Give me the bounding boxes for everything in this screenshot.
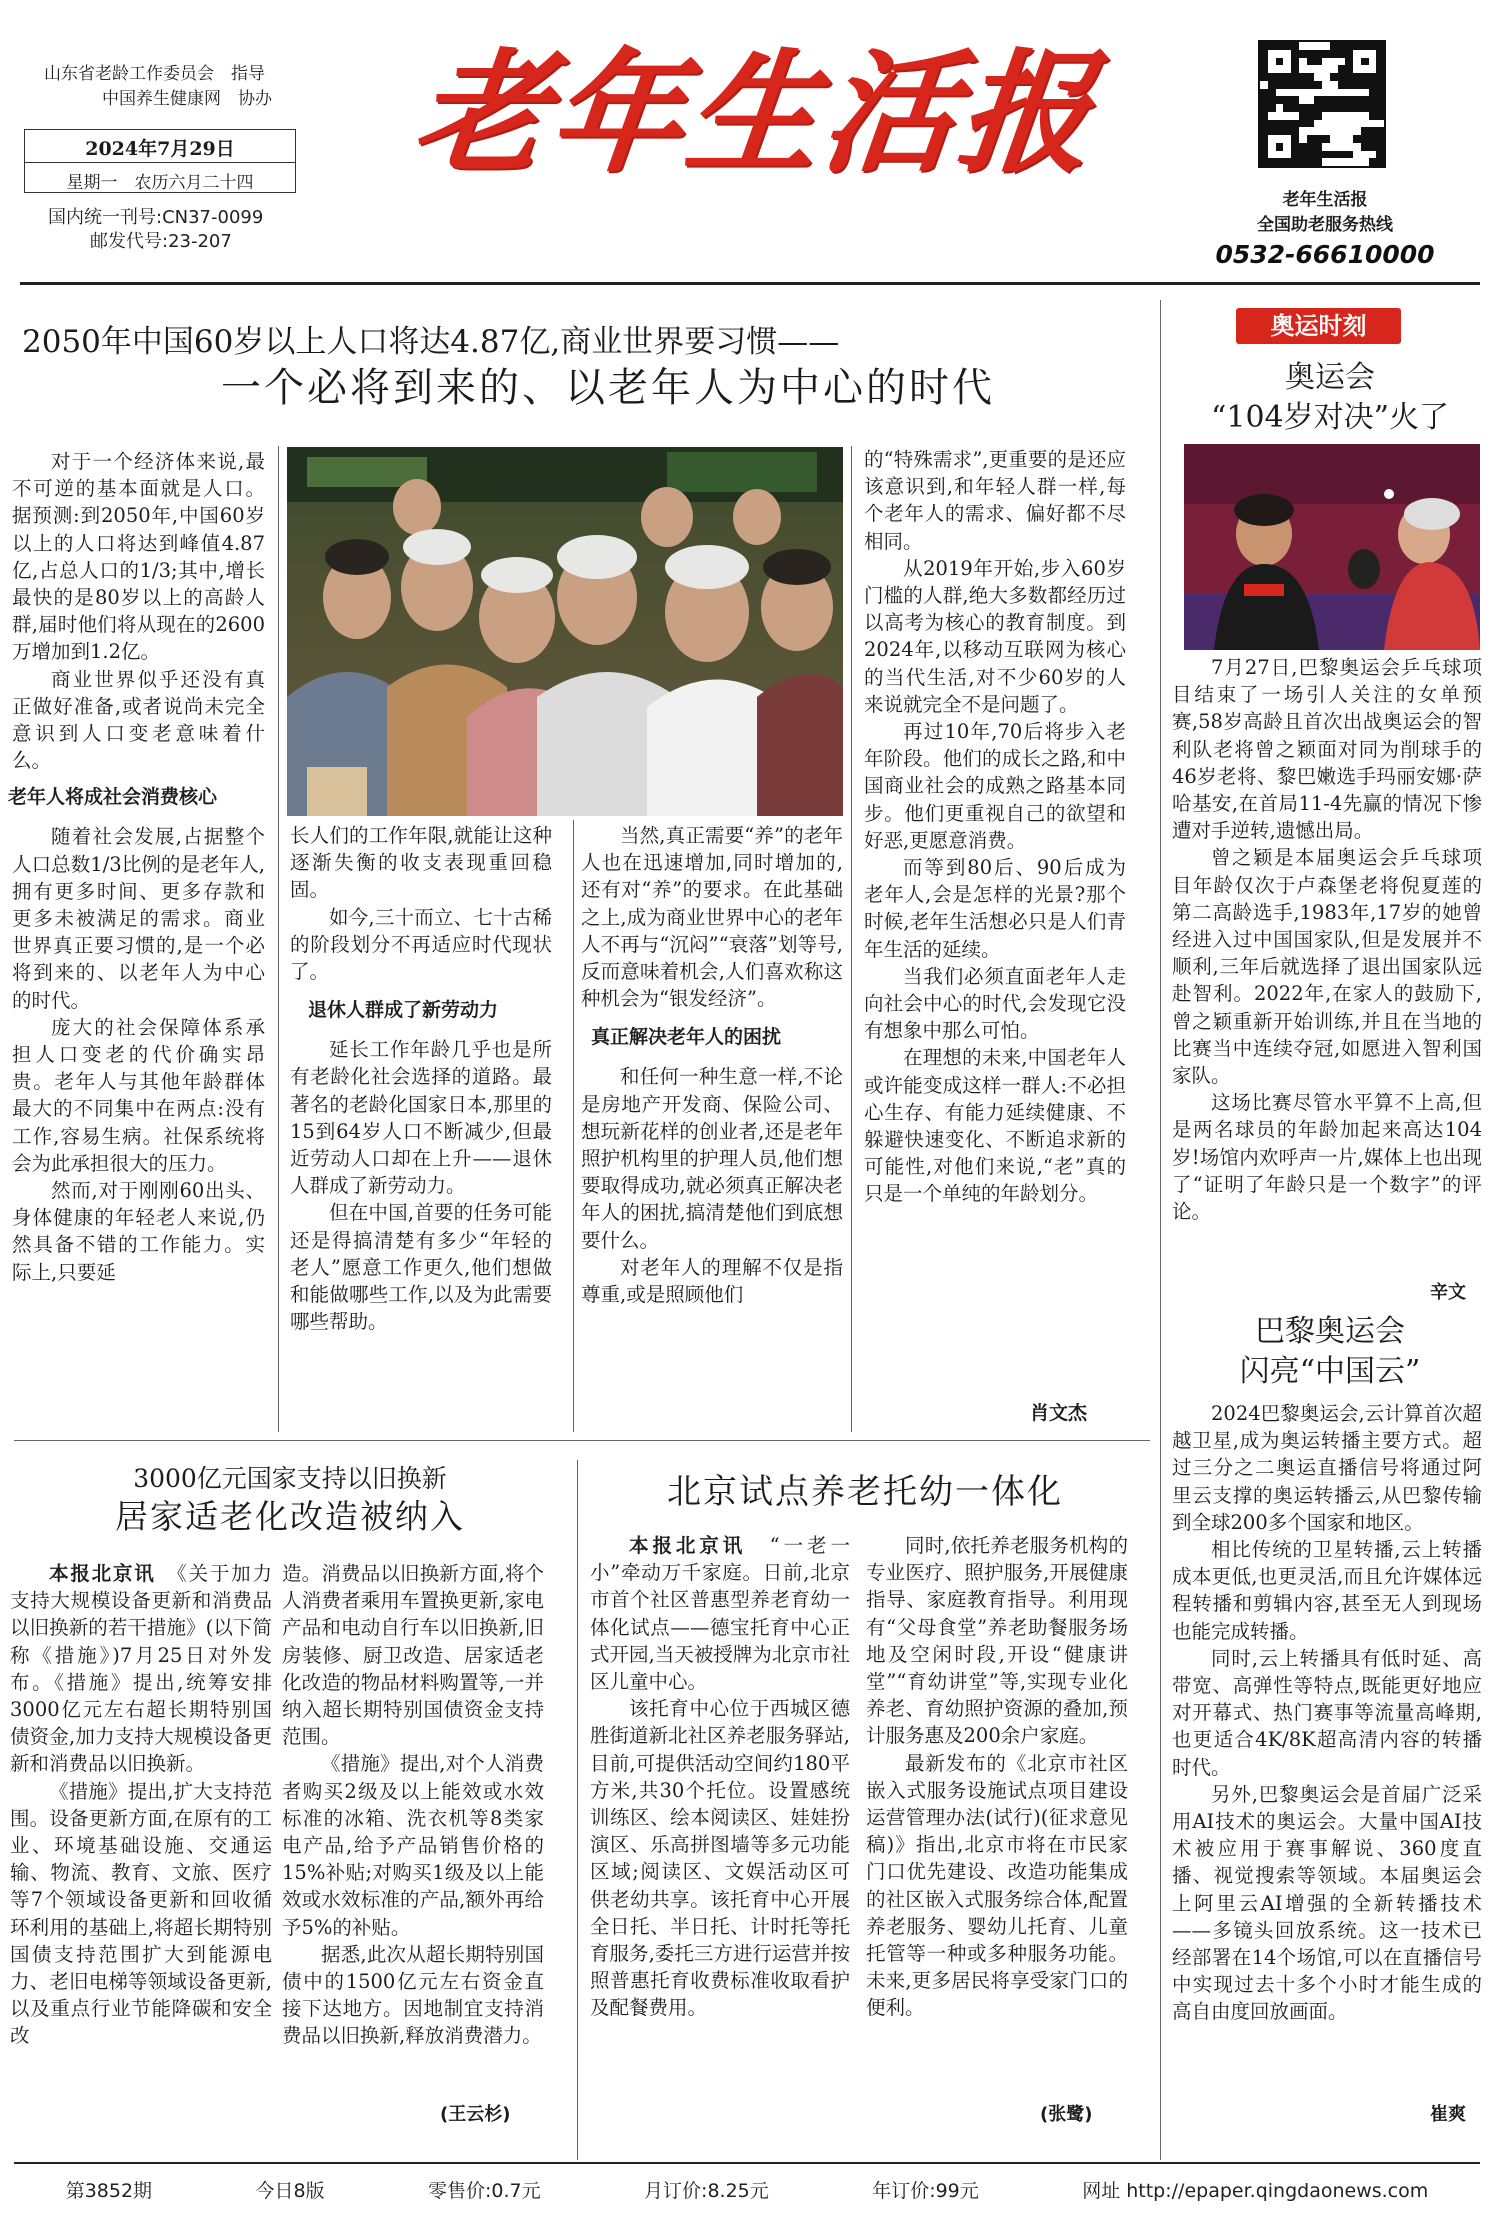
story2-headline: 居家适老化改造被纳入 <box>115 1497 465 1536</box>
guide-line-1: 山东省老龄工作委员会 指导 <box>44 64 265 84</box>
sidebar-divider <box>1160 300 1161 2160</box>
column-divider <box>278 446 279 1432</box>
footer-rule <box>14 2162 1480 2164</box>
sidebar-headline-1-line-1: 奥运会 <box>1285 360 1375 395</box>
paragraph: 《措施》提出,对个人消费者购买2级及以上能效或水效标准的冰箱、洗衣机等8类家电产品,给予产品销售价格的15%补贴;对购买1级及以上能效或水效标准的产品,额外再给予5%的补贴。 <box>282 1752 544 1939</box>
paragraph: 如今,三十而立、七十古稀的阶段划分不再适应时代现状了。 <box>290 905 552 984</box>
dateline: 本报北京讯 <box>629 1534 747 1557</box>
sidebar-author-1: 辛文 <box>1430 1282 1466 1303</box>
paragraph: 在理想的未来,中国老年人或许能变成这样一群人:不必担心生存、有能力延续健康、不躲避快速变化、不断追求新的可能性,对他们来说,“老”真的只是一个单纯的年龄划分。 <box>864 1046 1126 1206</box>
main-headline: 一个必将到来的、以老年人为中心的时代 <box>221 365 995 411</box>
masthead-rule <box>20 282 1480 285</box>
weekday-lunar: 星期一 农历六月二十四 <box>66 173 254 193</box>
paragraph: 和任何一种生意一样,不论是房地产开发商、保险公司、想玩新花样的创业者,还是老年照护机构里的护理人员,他们想要取得成功,就必须真正解决老年人的困扰,搞清楚他们到底想要什么。 <box>581 1065 843 1252</box>
elderly-audience-photo <box>287 447 843 816</box>
paragraph: 另外,巴黎奥运会是首届广泛采用AI技术的奥运会。大量中国AI技术被应用于赛事解说、360度直播、视觉搜索等领域。本届奥运会上阿里云AI增强的全新转播技术——多镜头回放系统。这一技术已经部署在14个场馆,可以在直播信号中实现过去十多个小时才能生成的高自由度回放画面。 <box>1172 1782 1482 2024</box>
guide-line-2: 中国养生健康网 协办 <box>102 89 272 109</box>
elderly-audience-illustration <box>287 447 843 816</box>
paragraph: 再过10年,70后将步入老年阶段。他们的成长之路,和中国商业社会的成熟之路基本同步。他们更重视自己的欲望和好恶,更愿意消费。 <box>864 720 1126 852</box>
paragraph: 但在中国,首要的任务可能还是得搞清楚有多少“年轻的老人”愿意工作更久,他们想做和能做哪些工作,以及为此需要哪些帮助。 <box>290 1201 552 1334</box>
publication-codes <box>48 206 263 254</box>
qr-code-icon[interactable] <box>1258 40 1386 168</box>
story2-author: (王云杉) <box>440 2104 511 2125</box>
sidebar-story-1 <box>1172 654 1482 1225</box>
paragraph: 当我们必须直面老年人走向社会中心的时代,会发现它没有想象中那么可怕。 <box>864 964 1126 1043</box>
masthead-title: 老年生活报 <box>406 36 1104 191</box>
subhead-solve-troubles: 真正解决老年人的困扰 <box>591 1026 782 1049</box>
paragraph: 对于一个经济体来说,最不可逆的基本面就是人口。据预测:到2050年,中国60岁以上的人口将达到峰值4.87亿,占总人口的1/3;其中,增长最快的是80岁以上的高龄人群,届时他们将从现在的2600万增加到1.2亿。 <box>12 450 265 664</box>
story2-header <box>20 1462 560 1538</box>
paragraph: 而等到80后、90后成为老年人,会是怎样的光景?那个时候,老年生活想必只是人们青年生活的延续。 <box>864 856 1126 961</box>
qr-caption: 老年生活报 <box>1282 190 1368 210</box>
column-divider <box>851 446 852 1432</box>
story3-column-2 <box>866 1532 1128 2022</box>
hotline-label: 全国助老服务热线 <box>1257 215 1393 235</box>
hotline-number: 0532-66610000 <box>1215 240 1435 269</box>
qr-caption-block <box>1200 188 1450 238</box>
paragraph: 的“特殊需求”,更重要的是还应该意识到,和年轻人群一样,每个老年人的需求、偏好都不尽相同。 <box>864 448 1126 553</box>
issue-number: 第3852期 <box>65 2180 153 2202</box>
subhead-retirees: 退休人群成了新劳动力 <box>308 999 499 1022</box>
main-column-4 <box>864 446 1126 1208</box>
monthly-price: 月订价:8.25元 <box>644 2180 769 2202</box>
main-kicker: 2050年中国60岁以上人口将达4.87亿,商业世界要习惯—— <box>22 324 840 360</box>
date-box <box>24 129 296 193</box>
footer-bar <box>14 2176 1480 2203</box>
paragraph: 曾之颖是本届奥运会乒乓球项目年龄仅次于卢森堡老将倪夏莲的第二高龄选手,1983年,17岁的她曾经进入过中国国家队,但是发展并不顺利,三年后就选择了退出国家队远赴智利。2022年,在家人的鼓励下,曾之颖重新开始训练,并且在当地的比赛当中连续夺冠,如愿进入智利国家队。 <box>1172 846 1482 1088</box>
paragraph: 《关于加力支持大规模设备更新和消费品以旧换新的若干措施》(以下简称《措施》)7月25日对外发布。《措施》提出,统筹安排3000亿元左右超长期特别国债资金,加力支持大规模设备更新和消费品以旧换新。 <box>10 1562 272 1776</box>
paragraph: 同时,依托养老服务机构的专业医疗、照护服务,开展健康指导、家庭教育指导。利用现有“父母食堂”养老助餐服务场地及空闲时段,开设“健康讲堂”“育幼讲堂”等,实现专业化养老、育幼照护资源的叠加,预计服务惠及200余户家庭。 <box>866 1534 1128 1748</box>
story2-column-1 <box>10 1560 272 2050</box>
paragraph: 造。消费品以旧换新方面,将个人消费者乘用车置换更新,家电产品和电动自行车以旧换新,旧房装修、厨卫改造、居家适老化改造的物品材料购置等,一并纳入超长期特别国债资金支持范围。 <box>282 1562 544 1749</box>
sidebar-headline-2-line-1: 巴黎奥运会 <box>1255 1314 1405 1349</box>
guide-text <box>44 62 314 112</box>
paragraph: 2024巴黎奥运会,云计算首次超越卫星,成为奥运转播主要方式。超过三分之二奥运直播信号将通过阿里云支撑的奥运转播云,从巴黎传输到全球200多个国家和地区。 <box>1172 1402 1482 1534</box>
paragraph: 《措施》提出,扩大支持范围。设备更新方面,在原有的工业、环境基础设施、交通运输、物流、教育、文旅、医疗等7个领域设备更新和回收循环利用的基础上,将超长期特别国债支持范围扩大到能源电力、老旧电梯等领域设备更新,以及重点行业节能降碳和安全改 <box>10 1779 272 2048</box>
paragraph: 这场比赛尽管水平算不上高,但是两名球员的年龄加起来高达104岁!场馆内欢呼声一片,媒体上也出现了“证明了年龄只是一个数字”的评论。 <box>1172 1091 1482 1224</box>
paragraph: 然而,对于刚刚60出头、身体健康的年轻老人来说,仍然具备不错的工作能力。实际上,只要延 <box>12 1179 265 1284</box>
paragraph: 商业世界似乎还没有真正做好准备,或者说尚未完全意识到人口变老意味着什么。 <box>12 667 265 773</box>
paragraph: 相比传统的卫星转播,云上转播成本更低,也更灵活,而且允许媒体远程转播和剪辑内容,甚至无人到现场也能完成转播。 <box>1172 1538 1482 1643</box>
paragraph: 当然,真正需要“养”的老年人也在迅速增加,同时增加的,还有对“养”的要求。在此基础之上,成为商业世界中心的老年人不再与“沉闷”“衰落”划等号,反而意味着机会,人们喜欢称这种机会为“银发经济”。 <box>581 824 843 1011</box>
story3-headline: 北京试点养老托幼一体化 <box>667 1472 1063 1512</box>
sidebar-headline-1 <box>1170 358 1490 438</box>
paragraph: 随着社会发展,占据整个人口总数1/3比例的是老年人,拥有更多时间、更多存款和更多未被满足的需求。商业世界真正要习惯的,是一个必将到来的、以老年人为中心的时代。 <box>12 825 265 1012</box>
sidebar-headline-2-line-2: 闪亮“中国云” <box>1239 1354 1421 1389</box>
yearly-price: 年订价:99元 <box>872 2180 979 2202</box>
paragraph: 长人们的工作年限,就能让这种逐渐失衡的收支表现重回稳固。 <box>290 824 552 902</box>
subhead-consumption: 老年人将成社会消费核心 <box>8 786 218 809</box>
main-column-2 <box>290 822 552 1335</box>
page-count: 今日8版 <box>255 2180 325 2202</box>
table-tennis-illustration <box>1184 444 1480 650</box>
column-divider <box>577 1460 578 2160</box>
paragraph: 延长工作年龄几乎也是所有老龄化社会选择的道路。最著名的老龄化国家日本,那里的15到64岁人口不断减少,但最近劳动人口却在上升——退休人群成了新劳动力。 <box>290 1038 552 1198</box>
issn-code: 国内统一刊号:CN37-0099 <box>48 207 264 228</box>
main-column-3 <box>581 822 843 1308</box>
column-divider <box>573 820 574 1432</box>
story3-author: (张鹭) <box>1040 2104 1093 2125</box>
retail-price: 零售价:0.7元 <box>428 2180 541 2202</box>
postal-code: 邮发代号:23-207 <box>90 231 232 252</box>
story2-kicker: 3000亿元国家支持以旧换新 <box>133 1464 447 1493</box>
paragraph: “一老一小”牵动万千家庭。日前,北京市首个社区普惠型养老育幼一体化试点——德宝托育中心正式开园,当天被授牌为北京市社区儿童中心。 <box>590 1534 850 1694</box>
paragraph: 庞大的社会保障体系承担人口变老的代价确实昂贵。老年人与其他年龄群体最大的不同集中在两点:没有工作,容易生病。社保系统将会为此承担很大的压力。 <box>12 1015 265 1175</box>
sidebar-story-2 <box>1172 1400 1482 2026</box>
story2-column-2 <box>282 1560 544 2050</box>
paragraph: 该托育中心位于西城区德胜街道新北社区养老服务驿站,目前,可提供活动空间约180平方米,共30个托位。设置感统训练区、绘本阅读区、娃娃扮演区、乐高拼图墙等多元功能区域;阅读区、文娱活动区可供老幼共享。该托育中心开展全日托、半日托、计时托等托育服务,委托三方进行运营并按照普惠托育收费标准收取看护及配餐费用。 <box>590 1697 850 2020</box>
paragraph: 对老年人的理解不仅是指尊重,或是照顾他们 <box>581 1255 843 1307</box>
paragraph: 7月27日,巴黎奥运会乒乓球项目结束了一场引人关注的女单预赛,58岁高龄且首次出战奥运会的智利队老将曾之颖面对同为削球手的46岁老将、黎巴嫩选手玛丽安娜·萨哈基安,在首局11-4先赢的情况下惨遭对手逆转,遗憾出局。 <box>1172 656 1482 843</box>
issue-date: 2024年7月29日 <box>25 130 295 163</box>
olympics-tag: 奥运时刻 <box>1236 308 1401 344</box>
paragraph: 最新发布的《北京市社区嵌入式服务设施试点项目建设运营管理办法(试行)(征求意见稿)》指出,北京市将在市民家门口优先建设、改造功能集成的社区嵌入式服务综合体,配置养老服务、婴幼儿托育、儿童托管等一种或多种服务功能。未来,更多居民将享受家门口的便利。 <box>866 1751 1128 2020</box>
sidebar-headline-2 <box>1170 1312 1490 1392</box>
paragraph: 据悉,此次从超长期特别国债中的1500亿元左右资金直接下达地方。因地制宜支持消费品以旧换新,释放消费潜力。 <box>282 1942 544 2048</box>
section-divider <box>14 1440 1150 1441</box>
sidebar-headline-1-line-2: “104岁对决”火了 <box>1211 400 1449 435</box>
website-link[interactable]: 网址 http://epaper.qingdaonews.com <box>1082 2180 1429 2202</box>
story3-column-1 <box>590 1532 850 2022</box>
main-column-1 <box>8 448 265 1286</box>
sidebar-author-2: 崔爽 <box>1430 2104 1466 2125</box>
dateline: 本报北京讯 <box>49 1562 156 1585</box>
paragraph: 同时,云上转播具有低时延、高带宽、高弹性等特点,既能更好地应对开幕式、热门赛事等流量高峰期,也更适合4K/8K超高清内容的转播时代。 <box>1172 1646 1482 1779</box>
main-author: 肖文杰 <box>1030 1402 1088 1424</box>
paragraph: 从2019年开始,步入60岁门槛的人群,绝大多数都经历过以高考为核心的教育制度。到2024年,以移动互联网为核心的当代生活,对不少60岁的人来说就完全不是问题了。 <box>864 556 1126 716</box>
table-tennis-photo <box>1184 444 1480 650</box>
